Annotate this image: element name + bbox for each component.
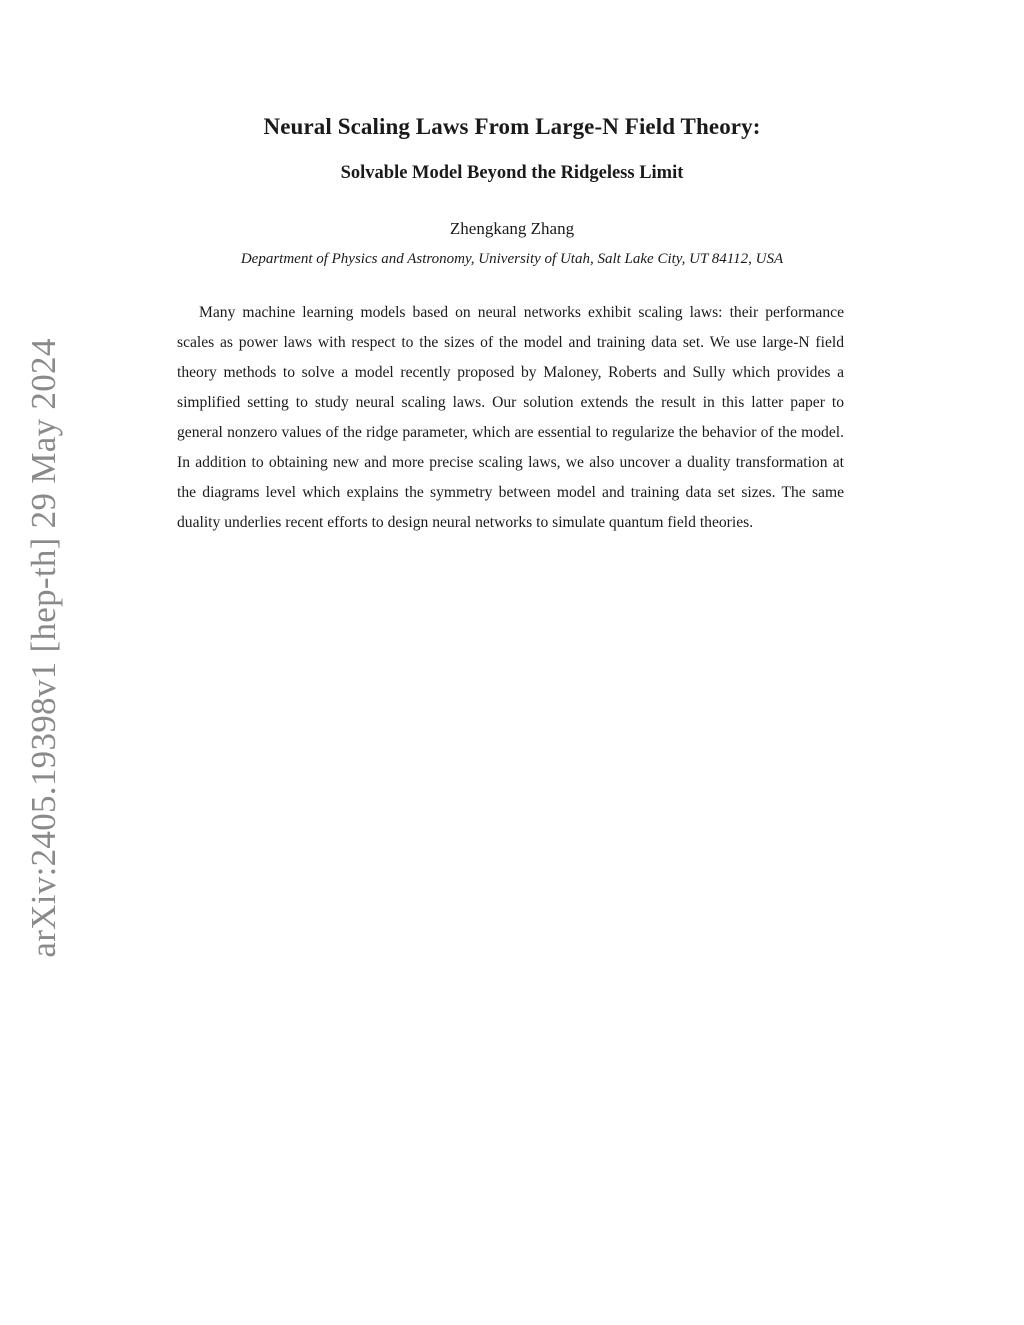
abstract-paragraph: Many machine learning models based on neural networks exhibit scaling laws: their performance scales as power laws with respect to the sizes of the model and training data set. We use large-N field theory methods to solve a model recently proposed by Maloney, Roberts and Sully which provides a simplified setting to study neural scaling laws. Our solution extends the result in this latter paper to general nonzero values of the ridge parameter, which are essential to regularize the behavior of the model. In addition to obtaining new and more precise scaling laws, we also uncover a duality transformation at the diagrams level which explains the symmetry between model and training data set sizes. The same duality underlies recent efforts to design neural networks to simulate quantum field theories.	[177, 304, 844, 531]
author-name: Zhengkang Zhang	[449, 219, 575, 238]
paper-title: Neural Scaling Laws From Large-N Field Theory:	[263, 114, 761, 139]
arxiv-identifier-stamp: arXiv:2405.19398v1 [hep-th] 29 May 2024	[24, 338, 63, 958]
paper-subtitle: Solvable Model Beyond the Ridgeless Limit	[340, 163, 684, 183]
author-affiliation: Department of Physics and Astronomy, University of Utah, Salt Lake City, UT 84112, USA	[240, 251, 784, 267]
